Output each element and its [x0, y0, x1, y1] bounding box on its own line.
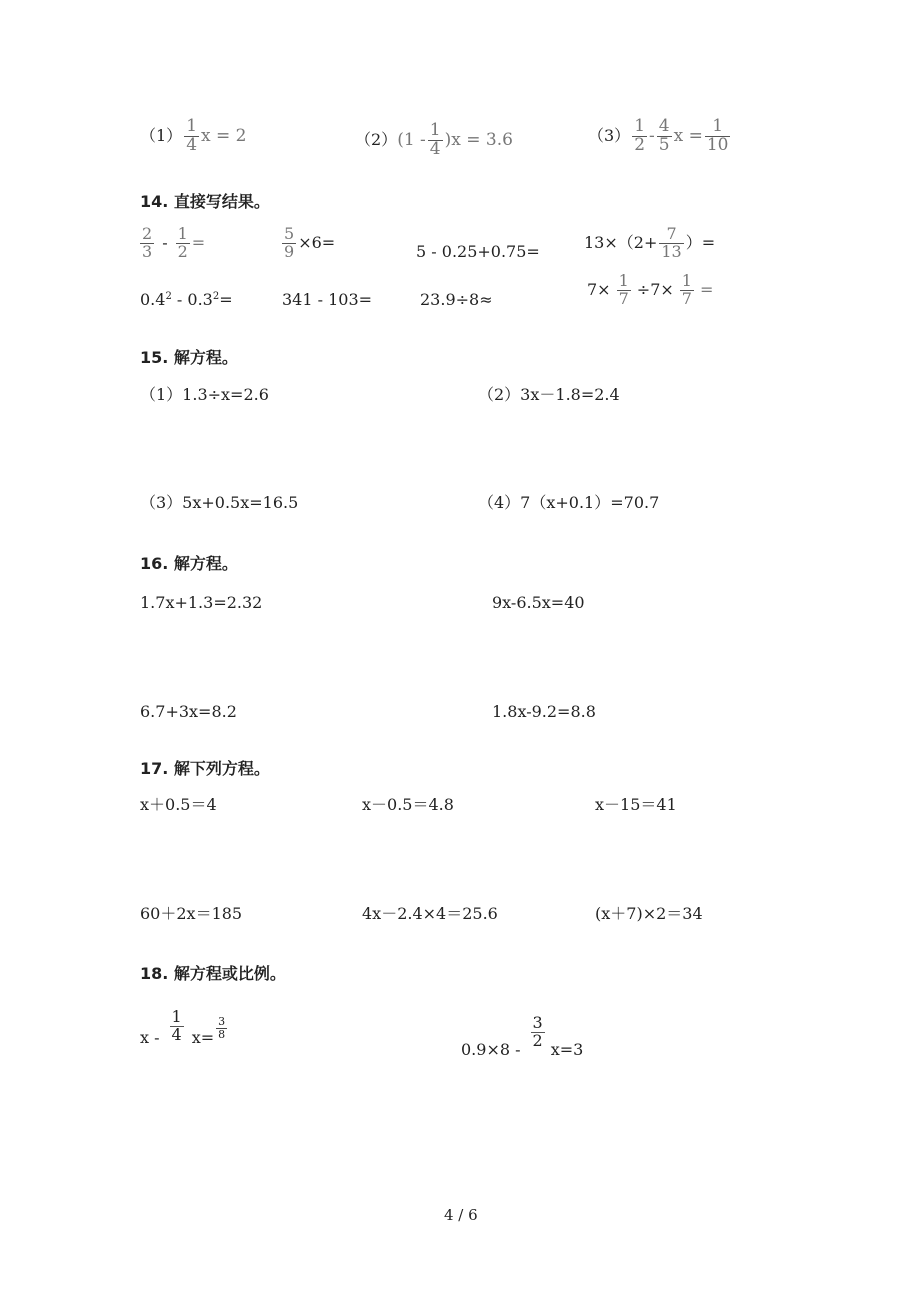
fraction: $\frac{1}{2}$ — [634, 116, 646, 155]
fraction: $\frac{7}{13}$ — [661, 224, 682, 261]
fraction: $\frac{1}{4}$ — [429, 120, 441, 159]
q14-item-f: 341 - 103= — [282, 290, 373, 309]
fraction: $\frac{1}{7}$ — [618, 271, 629, 308]
q14-item-a: $\frac{2}{3}$ - $\frac{1}{2}$ = — [142, 224, 206, 261]
p13-item-1-rest: x = 2 — [201, 125, 247, 146]
fraction: $\frac{2}{3}$ — [142, 224, 153, 261]
q14-item-g: 23.9÷8≈ — [420, 290, 493, 309]
p13-item-1 — [140, 118, 246, 155]
fraction: $\frac{4}{5}$ — [658, 116, 670, 155]
q18-item-2: 0.9×8 - $\frac{3}{2}$ x=3 — [461, 1012, 584, 1059]
fraction: $\frac{3}{8}$ — [218, 1014, 226, 1041]
q14-item-h: 7× $\frac{1}{7}$ ÷7× $\frac{1}{7}$ = — [587, 271, 714, 308]
q17-item-1: x＋0.5＝4 — [140, 795, 217, 814]
q15-item-1: （1）1.3÷x=2.6 — [140, 385, 269, 404]
q16-item-2: 9x-6.5x=40 — [492, 593, 585, 612]
q17-item-4: 60＋2x＝185 — [140, 904, 243, 923]
q15-item-4: （4）7（x+0.1）=70.7 — [478, 493, 660, 512]
q17-item-3: x－15＝41 — [595, 795, 677, 814]
q16-item-4: 1.8x-9.2=8.8 — [492, 702, 596, 721]
q16-item-3: 6.7+3x=8.2 — [140, 702, 237, 721]
page-number: 4 / 6 — [444, 1206, 478, 1224]
fraction: $\frac{1}{4}$ — [171, 1006, 182, 1044]
q14-item-d: 13×（2+ $\frac{7}{13}$ ）= — [584, 224, 716, 261]
q14-heading: 14. 直接写结果。 — [140, 192, 270, 211]
fraction: $\frac{5}{9}$ — [284, 224, 295, 261]
p13-item-2-label: （2） — [355, 130, 398, 150]
fraction: $\frac{1}{10}$ — [706, 116, 729, 155]
q14-item-c: 5 - 0.25+0.75= — [416, 242, 540, 261]
p13-item-2: （2） (1 - $\frac{1}{4}$ )x = 3.6 — [355, 120, 513, 159]
p13-item-3-label: （3） — [588, 126, 631, 146]
q18-item-1: x - $\frac{1}{4}$ x= $\frac{3}{8}$ — [140, 1006, 226, 1047]
q15-item-3: （3）5x+0.5x=16.5 — [140, 493, 299, 512]
q17-item-6: (x＋7)×2＝34 — [595, 904, 703, 923]
p13-item-1-label: （1） — [140, 126, 183, 146]
fraction: $\frac{3}{2}$ — [532, 1012, 543, 1050]
q14-item-e: $0.4^2 - 0.3^2=$ — [140, 290, 233, 309]
q17-heading: 17. 解下列方程。 — [140, 759, 270, 778]
q14-item-b: $\frac{5}{9}$ ×6= — [284, 224, 336, 261]
q17-item-5: 4x－2.4×4＝25.6 — [362, 904, 498, 923]
q16-heading: 16. 解方程。 — [140, 554, 238, 573]
q17-item-2: x－0.5＝4.8 — [362, 795, 454, 814]
fraction: $\frac{1}{4}$ — [186, 116, 198, 155]
q15-item-2: （2）3x－1.8=2.4 — [478, 385, 620, 404]
fraction: $\frac{1}{2}$ — [177, 224, 188, 261]
p13-item-3: （3） $\frac{1}{2}$ - $\frac{4}{5}$ x = $\frac{1}{10}$ — [588, 116, 729, 155]
q18-heading: 18. 解方程或比例。 — [140, 964, 286, 983]
q16-item-1: 1.7x+1.3=2.32 — [140, 593, 263, 612]
fraction: $\frac{1}{7}$ — [681, 271, 692, 308]
q15-heading: 15. 解方程。 — [140, 348, 238, 367]
